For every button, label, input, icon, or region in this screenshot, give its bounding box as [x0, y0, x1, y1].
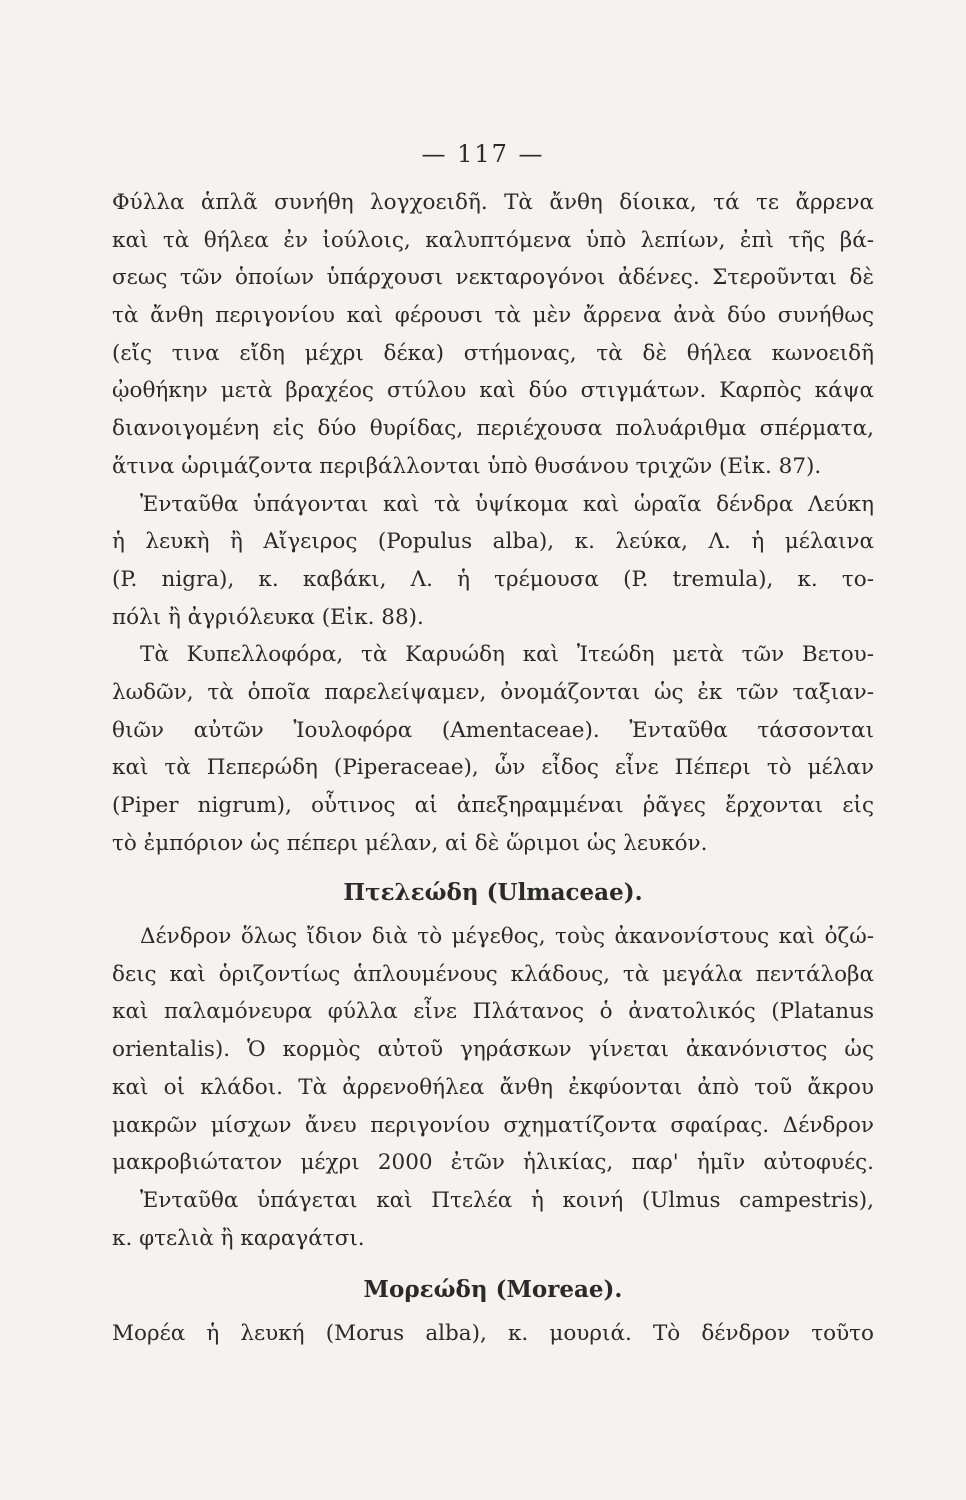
text-line: διανοιγομένη εἰς δύο θυρίδας, περιέχουσα πολυάριθμα σπέρματα, [112, 416, 874, 442]
text-line: Ἐνταῦθα ὑπάγονται καὶ τὰ ὑψίκομα καὶ ὡραῖα δένδρα Λεύκη [140, 491, 874, 517]
body-text [112, 184, 874, 1353]
text-line: (Piper nigrum), οὗτινος αἱ ἀπεξηραμμέναι ῥᾶγες ἔρχονται εἰς [112, 793, 874, 818]
text-line: πόλι ἢ ἀγριόλευκα (Εἰκ. 88). [112, 604, 424, 630]
text-line: σεως τῶν ὁποίων ὑπάρχουσι νεκταρογόνοι ἀδένες. Στεροῦνται δὲ [112, 265, 874, 291]
text-line: τὸ ἐμπόριον ὡς πέπερι μέλαν, αἱ δὲ ὥριμοι ὡς λευκόν. [112, 830, 708, 856]
text-line: μακρῶν μίσχων ἄνευ περιγονίου σχηματίζοντα σφαίρας. Δένδρον [112, 1112, 874, 1138]
section-heading-ulmaceae: Πτελεώδη (Ulmaceae). [343, 879, 643, 907]
text-line: κ. φτελιὰ ἢ καραγάτσι. [112, 1225, 365, 1251]
text-line: ἅτινα ὡριμάζοντα περιβάλλονται ὑπὸ θυσάνου τριχῶν (Εἰκ. 87). [112, 453, 822, 479]
text-line: λωδῶν, τὰ ὁποῖα παρελείψαμεν, ὀνομάζονται ὡς ἐκ τῶν ταξιαν- [112, 679, 874, 705]
text-line: δεις καὶ ὁριζοντίως ἁπλουμένους κλάδους, τὰ μεγάλα πεντάλοβα [112, 961, 874, 987]
text-line: Μορέα ἡ λευκή (Morus alba), κ. μουριά. Τὸ δένδρον τοῦτο [112, 1320, 874, 1346]
text-line: ἡ λευκὴ ἢ Αἴγειρος (Populus alba), κ. λεύκα, Λ. ἡ μέλαινα [112, 529, 874, 555]
text-line: Ἐνταῦθα ὑπάγεται καὶ Πτελέα ἡ κοινή (Ulmus campestris), [140, 1187, 874, 1213]
text-line: (P. nigra), κ. καβάκι, Λ. ἡ τρέμουσα (P. tremula), κ. το- [112, 566, 874, 592]
text-line: ᾠοθήκην μετὰ βραχέος στύλου καὶ δύο στιγμάτων. Καρπὸς κάψα [112, 378, 874, 404]
text-line: καὶ τὰ Πεπερώδη (Piperaceae), ὧν εἶδος εἶνε Πέπερι τὸ μέλαν [112, 755, 874, 781]
text-line: Φύλλα ἁπλᾶ συνήθη λογχοειδῆ. Τὰ ἄνθη δίοικα, τά τε ἄρρενα [112, 190, 874, 215]
text-line: (εἴς τινα εἴδη μέχρι δέκα) στήμονας, τὰ δὲ θήλεα κωνοειδῆ [112, 340, 874, 366]
text-line: θιῶν αὐτῶν Ἰουλοφόρα (Amentaceae). Ἐνταῦθα τάσσονται [112, 717, 874, 743]
text-line: Δένδρον ὅλως ἴδιον διὰ τὸ μέγεθος, τοὺς ἀκανονίστους καὶ ὀζώ- [140, 924, 874, 950]
text-line: orientalis). Ὁ κορμὸς αὐτοῦ γηράσκων γίνεται ἀκανόνιστος ὡς [112, 1037, 874, 1063]
text-line: Τὰ Κυπελλοφόρα, τὰ Καρυώδη καὶ Ἰτεώδη μετὰ τῶν Βετου- [140, 642, 874, 668]
section-heading-moreae: Μορεώδη (Moreae). [363, 1276, 623, 1304]
text-line: καὶ παλαμόνευρα φύλλα εἶνε Πλάτανος ὁ ἀνατολικός (Platanus [112, 999, 874, 1025]
text-line: καὶ τὰ θήλεα ἐν ἰούλοις, καλυπτόμενα ὑπὸ λεπίων, ἐπὶ τῆς βά- [112, 227, 874, 253]
text-line: τὰ ἄνθη περιγονίου καὶ φέρουσι τὰ μὲν ἄρρενα ἀνὰ δύο συνήθως [112, 303, 874, 329]
page-number: — 117 — [421, 140, 545, 168]
text-line: μακροβιώτατον μέχρι 2000 ἐτῶν ἡλικίας, παρ' ἡμῖν αὐτοφυές. [112, 1150, 874, 1176]
text-line: καὶ οἱ κλάδοι. Τὰ ἀρρενοθήλεα ἄνθη ἐκφύονται ἀπὸ τοῦ ἄκρου [112, 1074, 874, 1100]
